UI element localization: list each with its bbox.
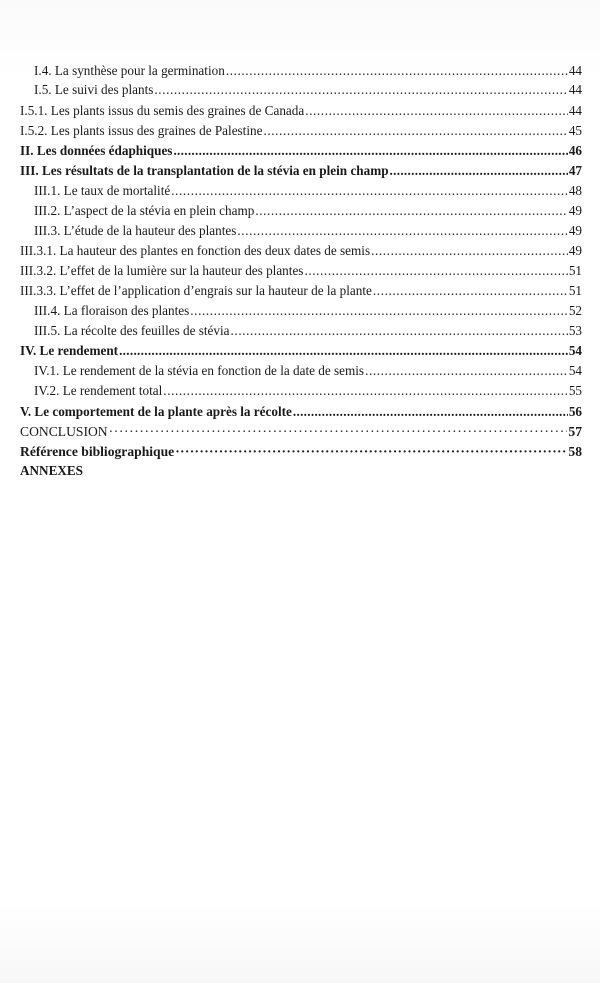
toc-entry [34, 222, 582, 240]
toc-entry-page: 49 [568, 223, 582, 238]
dot-leader [171, 182, 568, 200]
dot-leader [304, 262, 567, 280]
toc-entry-label: I.5. Le suivi des plants [34, 82, 154, 97]
toc-entry-page: 52 [568, 303, 582, 318]
dot-leader [226, 62, 568, 80]
toc-entry-label: I.4. La synthèse pour la germination [34, 63, 225, 78]
toc-entry [20, 262, 582, 280]
toc-entry-label: III.3.1. La hauteur des plantes en fonction des deux dates de semis [20, 243, 371, 258]
dot-leader [371, 242, 568, 260]
toc-entry-label: III.3.3. L’effet de l’application d’engrais sur la hauteur de la plante [20, 283, 372, 298]
toc-entry [20, 162, 582, 180]
toc-entry-page: 53 [568, 323, 582, 338]
dot-leader [263, 122, 567, 140]
toc-entry [34, 382, 582, 400]
toc-entry [34, 302, 582, 320]
toc-entry [20, 102, 582, 120]
toc-entry-page: 49 [568, 203, 582, 218]
toc-entry [34, 202, 582, 220]
dot-leader [109, 423, 568, 441]
toc-entry [20, 403, 582, 421]
toc-entry-page: 44 [568, 82, 582, 97]
toc-entry [20, 122, 582, 140]
toc-entry-page: 54 [568, 363, 582, 378]
toc-entry-page: 58 [568, 444, 582, 459]
dot-leader [175, 443, 567, 461]
toc-entry-label: Référence bibliographique [20, 444, 175, 459]
toc-entry [20, 142, 582, 160]
toc-entry-label: V. Le comportement de la plante après la récolte [20, 404, 292, 419]
toc-entry-page: 49 [568, 243, 582, 258]
toc-entry-label: IV.2. Le rendement total [34, 383, 163, 398]
dot-leader [390, 162, 568, 180]
toc-entry-label: IV. Le rendement [20, 343, 119, 358]
toc-entry [20, 342, 582, 360]
dot-leader [255, 202, 567, 220]
toc-entry [20, 242, 582, 260]
toc-entry [20, 443, 582, 461]
dot-leader [305, 102, 568, 120]
dot-leader [365, 362, 568, 380]
toc-entry [34, 81, 582, 99]
toc-entry-label: III.3. L’étude de la hauteur des plantes [34, 223, 237, 238]
dot-leader [237, 222, 567, 240]
toc-entry-page: 51 [568, 283, 582, 298]
toc-entry [34, 182, 582, 200]
toc-entry-page: 47 [568, 163, 582, 178]
toc-entry [20, 423, 582, 441]
dot-leader [163, 382, 568, 400]
toc-entry-page: 48 [568, 183, 582, 198]
dot-leader [231, 322, 568, 340]
dot-leader [293, 403, 568, 421]
toc-entry-page: 51 [568, 263, 582, 278]
toc-entry-label: I.5.2. Les plants issus des graines de Palestine [20, 123, 263, 138]
toc-entry [34, 322, 582, 340]
toc-entry-label: IV.1. Le rendement de la stévia en fonction de la date de semis [34, 363, 365, 378]
toc-entry-label: III.3.2. L’effet de la lumière sur la hauteur des plantes [20, 263, 304, 278]
toc-entry-page: 45 [568, 123, 582, 138]
toc-entry-label: CONCLUSION [20, 424, 108, 439]
toc-entry-label: III.5. La récolte des feuilles de stévia [34, 323, 230, 338]
toc-entry-label: II. Les données édaphiques [20, 143, 173, 158]
toc-entry-page: 55 [568, 383, 582, 398]
toc-entry-label: III. Les résultats de la transplantation de la stévia en plein champ [20, 163, 389, 178]
toc-entry [34, 62, 582, 80]
toc-entry-label: III.1. Le taux de mortalité [34, 183, 171, 198]
toc-entry-page: 57 [568, 424, 582, 439]
toc-entry-page: 44 [568, 103, 582, 118]
dot-leader [173, 142, 567, 160]
dot-leader [373, 282, 568, 300]
toc-entry-label: III.4. La floraison des plantes [34, 303, 190, 318]
toc-entry-label: ANNEXES [20, 463, 84, 478]
toc-entry-label: I.5.1. Les plants issus du semis des graines de Canada [20, 103, 305, 118]
toc-entry [20, 282, 582, 300]
dot-leader [190, 302, 568, 320]
toc-entry-label: III.2. L’aspect de la stévia en plein champ [34, 203, 255, 218]
toc-entry-page: 44 [568, 63, 582, 78]
toc-entry-page: 56 [568, 404, 582, 419]
dot-leader [154, 81, 567, 99]
dot-leader [119, 342, 568, 360]
toc-entry [20, 462, 220, 480]
toc-entry [34, 362, 582, 380]
toc-entry-page: 54 [568, 343, 582, 358]
toc-entry-page: 46 [568, 143, 582, 158]
